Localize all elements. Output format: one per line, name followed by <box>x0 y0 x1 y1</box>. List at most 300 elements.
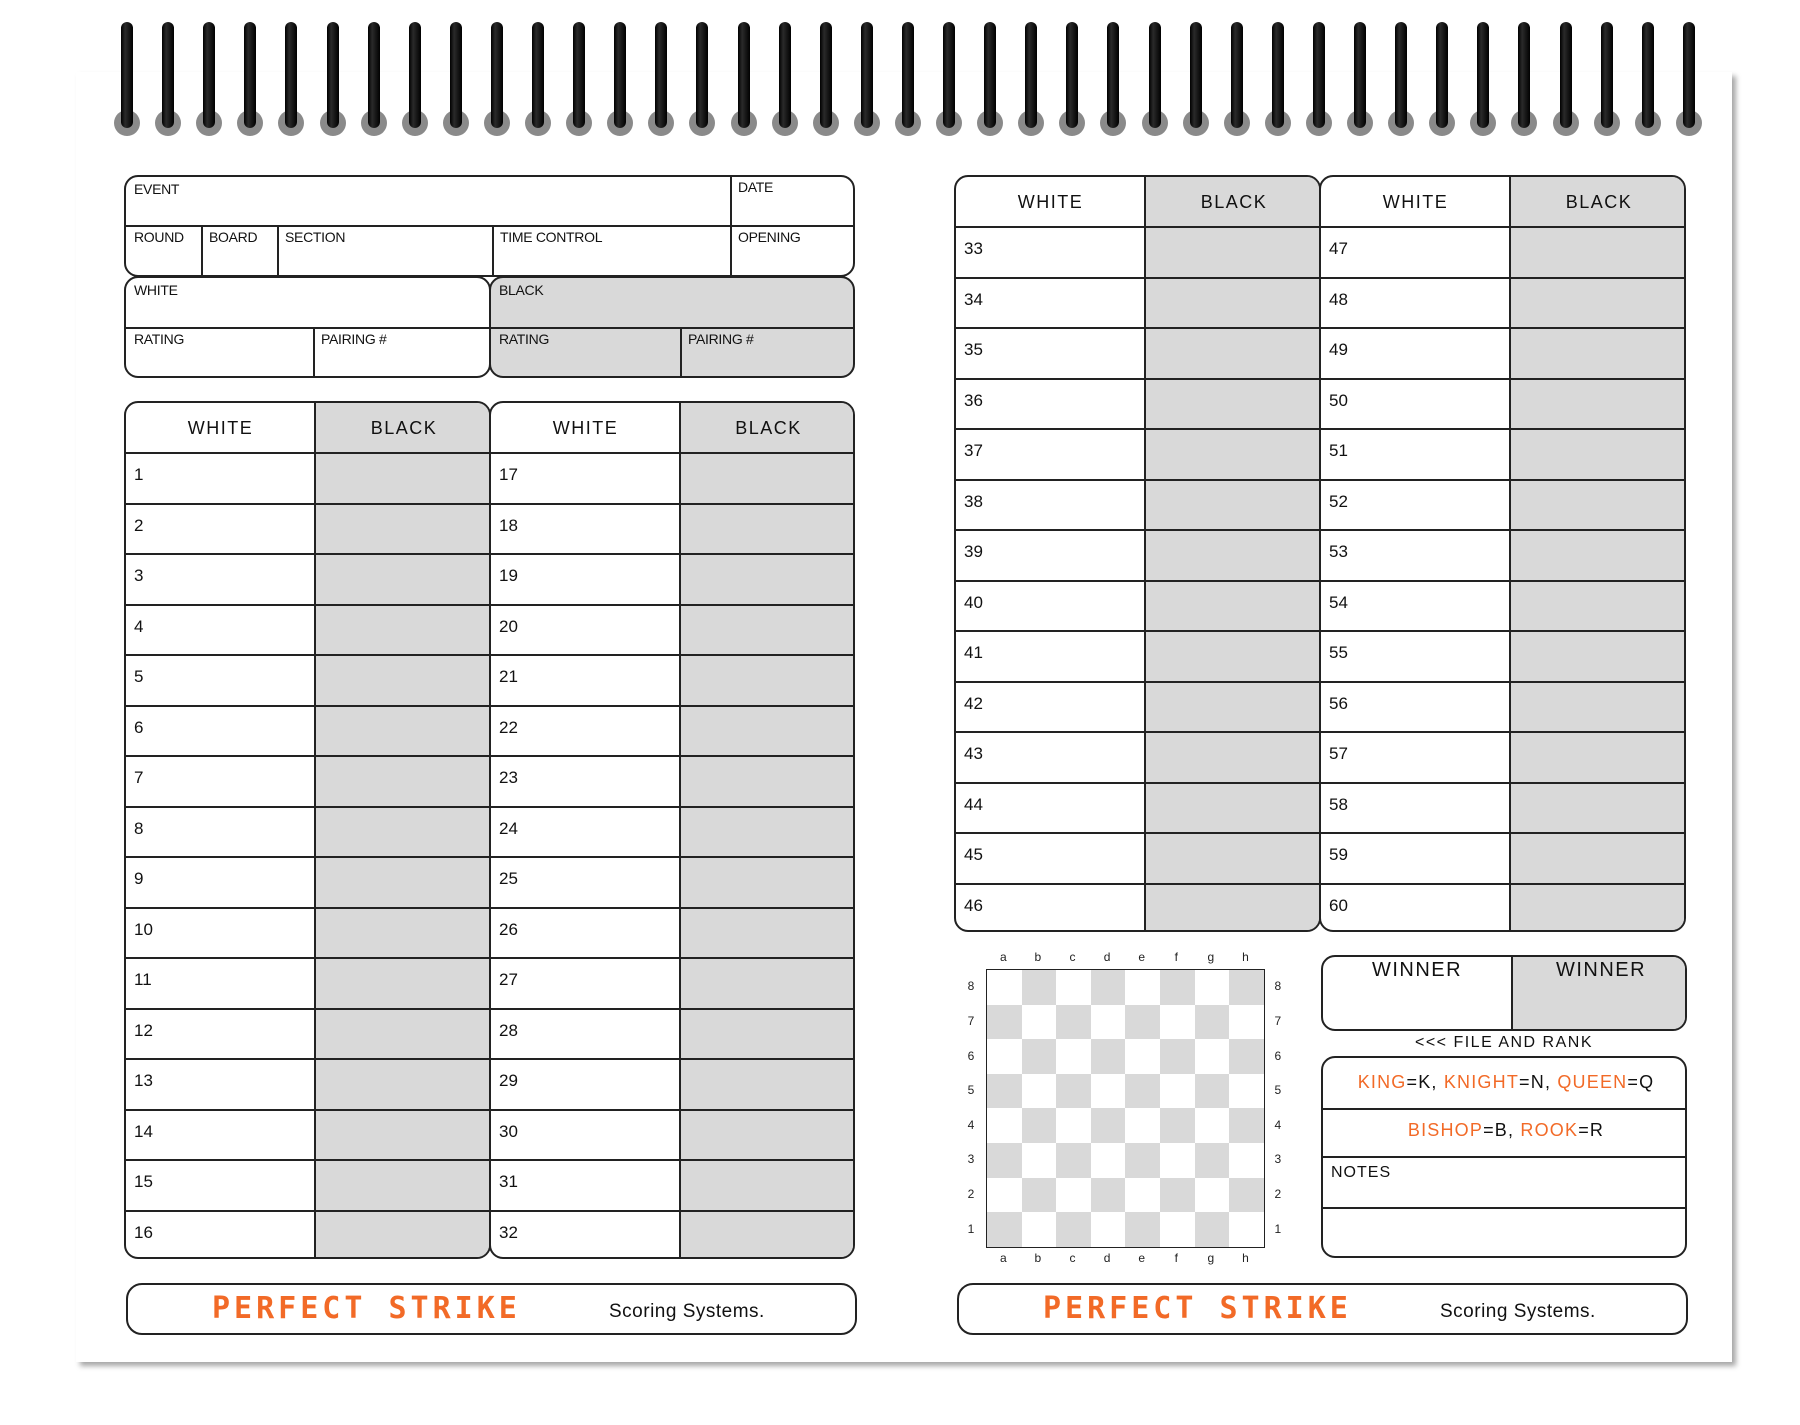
board-square <box>1022 1039 1057 1074</box>
board-square <box>1091 1212 1126 1247</box>
round-field[interactable]: ROUND <box>134 229 184 245</box>
board-square <box>1056 1039 1091 1074</box>
white-move-cell[interactable] <box>1361 682 1506 731</box>
white-move-cell[interactable] <box>531 1110 676 1159</box>
white-column-header: WHITE <box>187 418 254 438</box>
move-number: 43 <box>964 744 983 763</box>
board-square <box>1195 1212 1230 1247</box>
move-number: 5 <box>134 667 144 686</box>
queen-abbr: =Q <box>1627 1072 1655 1092</box>
black-move-cell[interactable] <box>317 1009 491 1058</box>
spiral-coil <box>368 22 384 132</box>
white-move-cell[interactable] <box>996 328 1141 377</box>
board-square <box>1091 1143 1126 1178</box>
move-number: 42 <box>964 693 983 713</box>
white-pairing-field[interactable]: PAIRING # <box>321 331 387 347</box>
board-square <box>1056 1178 1091 1213</box>
black-column-header: BLACK <box>735 418 802 438</box>
file-label: g <box>1207 950 1215 964</box>
file-label: c <box>1069 1250 1076 1265</box>
white-move-cell[interactable] <box>1361 227 1506 276</box>
black-move-cell[interactable] <box>1512 833 1686 882</box>
board-square <box>1229 1212 1264 1247</box>
white-name-field[interactable]: WHITE <box>134 282 178 298</box>
black-move-cell[interactable] <box>682 453 855 502</box>
black-move-cell[interactable] <box>317 1110 491 1159</box>
move-number: 27 <box>499 970 518 989</box>
brand-tagline: Scoring Systems. <box>1440 1301 1596 1322</box>
rank-label: 6 <box>967 1048 975 1063</box>
spiral-coil <box>902 22 918 132</box>
move-number: 18 <box>499 515 518 535</box>
board-square <box>1056 1212 1091 1247</box>
black-move-cell[interactable] <box>1147 530 1321 579</box>
white-move-cell[interactable] <box>166 857 311 906</box>
board-square <box>1160 1039 1195 1074</box>
rank-label: 3 <box>967 1152 975 1167</box>
white-move-cell[interactable] <box>1361 833 1506 882</box>
white-move-cell[interactable] <box>166 908 311 957</box>
white-move-cell[interactable] <box>531 453 676 502</box>
spiral-coil <box>738 22 754 132</box>
brand-tagline: Scoring Systems. <box>609 1301 765 1322</box>
black-pairing-field[interactable]: PAIRING # <box>688 331 754 347</box>
move-number: 26 <box>499 919 518 939</box>
white-move-cell[interactable] <box>996 581 1141 630</box>
white-move-cell[interactable] <box>1361 480 1506 529</box>
rank-label: 5 <box>967 1083 975 1098</box>
date-field[interactable]: DATE <box>738 179 774 195</box>
black-move-cell[interactable] <box>1147 732 1321 781</box>
black-move-cell[interactable] <box>1147 328 1321 377</box>
spiral-coil <box>820 22 836 132</box>
move-number: 3 <box>134 566 144 585</box>
white-move-cell[interactable] <box>1361 581 1506 630</box>
white-move-cell[interactable] <box>166 807 311 856</box>
black-move-cell[interactable] <box>317 1059 491 1108</box>
black-move-cell[interactable] <box>682 857 855 906</box>
move-number: 14 <box>134 1121 153 1141</box>
black-move-cell[interactable] <box>1512 783 1686 832</box>
spiral-coil <box>203 22 219 132</box>
spiral-coil <box>1272 22 1288 132</box>
white-move-cell[interactable] <box>166 1059 311 1108</box>
white-move-cell[interactable] <box>1361 429 1506 478</box>
white-move-cell[interactable] <box>531 1059 676 1108</box>
board-square <box>1195 1005 1230 1040</box>
board-square <box>987 1178 1022 1213</box>
board-square <box>1229 1108 1264 1143</box>
board-square <box>1160 1212 1195 1247</box>
rank-label: 1 <box>967 1221 975 1236</box>
white-move-cell[interactable] <box>166 1009 311 1058</box>
file-label: h <box>1242 950 1249 964</box>
knight-abbr: =N, <box>1519 1072 1552 1092</box>
board-square <box>987 1074 1022 1109</box>
white-move-cell[interactable] <box>1361 328 1506 377</box>
move-number: 53 <box>1329 542 1348 561</box>
white-move-cell[interactable] <box>166 1211 311 1260</box>
black-move-cell[interactable] <box>682 1211 855 1260</box>
move-number: 50 <box>1329 390 1348 410</box>
white-move-cell[interactable] <box>1361 783 1506 832</box>
move-number: 46 <box>964 895 983 915</box>
black-move-cell[interactable] <box>682 706 855 755</box>
black-move-cell[interactable] <box>317 453 491 502</box>
move-table-47-60 <box>1319 175 1686 932</box>
white-move-cell[interactable] <box>1361 530 1506 579</box>
white-move-cell[interactable] <box>531 1160 676 1209</box>
move-number: 57 <box>1329 744 1348 763</box>
rank-label: 5 <box>1274 1083 1282 1098</box>
black-move-cell[interactable] <box>1512 631 1686 680</box>
white-move-cell[interactable] <box>1361 631 1506 680</box>
board-square <box>1229 1005 1264 1040</box>
file-label: e <box>1138 950 1146 964</box>
file-label: b <box>1034 950 1042 964</box>
black-move-cell[interactable] <box>317 1211 491 1260</box>
move-number: 41 <box>964 643 983 662</box>
footer-right <box>957 1283 1688 1335</box>
board-square <box>1022 1074 1057 1109</box>
white-move-cell[interactable] <box>1361 379 1506 428</box>
white-move-cell[interactable] <box>996 429 1141 478</box>
board-square <box>987 1212 1022 1247</box>
spiral-coil <box>1436 22 1452 132</box>
black-move-cell[interactable] <box>317 958 491 1007</box>
black-move-cell[interactable] <box>682 1009 855 1058</box>
move-number: 7 <box>134 768 144 787</box>
black-move-cell[interactable] <box>1512 682 1686 731</box>
black-move-cell[interactable] <box>1147 682 1321 731</box>
black-move-cell[interactable] <box>682 958 855 1007</box>
winner-black-field[interactable]: WINNER <box>1555 959 1647 981</box>
white-move-cell[interactable] <box>166 1110 311 1159</box>
black-move-cell[interactable] <box>1147 631 1321 680</box>
black-move-cell[interactable] <box>1512 429 1686 478</box>
black-move-cell[interactable] <box>317 807 491 856</box>
white-move-cell[interactable] <box>166 1160 311 1209</box>
black-move-cell[interactable] <box>317 554 491 603</box>
black-move-cell[interactable] <box>682 655 855 704</box>
move-number: 1 <box>134 465 144 484</box>
black-move-cell[interactable] <box>1512 581 1686 630</box>
black-move-cell[interactable] <box>682 1059 855 1108</box>
white-move-cell[interactable] <box>531 504 676 553</box>
board-square <box>1160 1108 1195 1143</box>
board-square <box>987 1005 1022 1040</box>
black-move-cell[interactable] <box>682 756 855 805</box>
black-move-cell[interactable] <box>1147 783 1321 832</box>
board-square <box>1091 1005 1126 1040</box>
black-move-cell[interactable] <box>1147 429 1321 478</box>
white-move-cell[interactable] <box>531 605 676 654</box>
white-column-header: WHITE <box>1382 192 1449 212</box>
move-number: 56 <box>1329 693 1348 713</box>
black-move-cell[interactable] <box>682 1160 855 1209</box>
spiral-coil <box>409 22 425 132</box>
board-square <box>1091 1074 1126 1109</box>
white-move-cell[interactable] <box>996 884 1141 933</box>
event-info-box <box>124 175 855 277</box>
black-move-cell[interactable] <box>317 908 491 957</box>
move-number: 48 <box>1329 289 1348 309</box>
move-number: 36 <box>964 390 983 410</box>
white-move-cell[interactable] <box>531 655 676 704</box>
black-move-cell[interactable] <box>1512 227 1686 276</box>
white-move-cell[interactable] <box>996 530 1141 579</box>
spiral-coil <box>984 22 1000 132</box>
white-move-cell[interactable] <box>996 783 1141 832</box>
brand-logo: PERFECT STRIKE <box>1043 1291 1352 1326</box>
king-label: KING <box>1357 1072 1407 1092</box>
board-square <box>987 1143 1022 1178</box>
black-move-cell[interactable] <box>317 857 491 906</box>
black-move-cell[interactable] <box>1512 884 1686 933</box>
spiral-binding <box>0 22 1800 132</box>
file-label: f <box>1174 1250 1178 1265</box>
white-move-cell[interactable] <box>531 1211 676 1260</box>
white-move-cell[interactable] <box>166 756 311 805</box>
legend-notes-box <box>1321 1056 1687 1258</box>
white-move-cell[interactable] <box>166 605 311 654</box>
white-move-cell[interactable] <box>531 807 676 856</box>
move-number: 2 <box>134 515 144 535</box>
white-move-cell[interactable] <box>531 908 676 957</box>
file-label: e <box>1138 1250 1146 1265</box>
spiral-coil <box>779 22 795 132</box>
rank-label: 6 <box>1274 1048 1282 1063</box>
move-number: 31 <box>499 1172 518 1191</box>
black-move-cell[interactable] <box>1512 480 1686 529</box>
board-square <box>1160 1074 1195 1109</box>
rank-label: 8 <box>1274 979 1282 994</box>
black-move-cell[interactable] <box>682 504 855 553</box>
black-move-cell[interactable] <box>1512 328 1686 377</box>
rank-label: 3 <box>1274 1152 1282 1167</box>
black-move-cell[interactable] <box>317 1160 491 1209</box>
white-move-cell[interactable] <box>531 756 676 805</box>
spiral-coil <box>1025 22 1041 132</box>
black-move-cell[interactable] <box>1147 581 1321 630</box>
board-square <box>1091 970 1126 1005</box>
board-square <box>1056 1074 1091 1109</box>
white-move-cell[interactable] <box>996 278 1141 327</box>
black-rating-field[interactable]: RATING <box>499 331 550 347</box>
black-move-cell[interactable] <box>1147 884 1321 933</box>
spiral-coil <box>1190 22 1206 132</box>
spiral-coil <box>1642 22 1658 132</box>
board-square <box>1022 1212 1057 1247</box>
opening-field[interactable]: OPENING <box>738 229 801 245</box>
event-field[interactable]: EVENT <box>134 181 180 197</box>
black-player-box <box>489 276 855 378</box>
black-move-cell[interactable] <box>317 756 491 805</box>
white-move-cell[interactable] <box>531 1009 676 1058</box>
board-square <box>1022 1143 1057 1178</box>
file-label: a <box>999 1250 1007 1265</box>
board-square <box>1125 1074 1160 1109</box>
footer-left <box>126 1283 857 1335</box>
move-number: 9 <box>134 869 144 888</box>
board-square <box>1195 1143 1230 1178</box>
board-square <box>1160 1178 1195 1213</box>
white-move-cell[interactable] <box>166 453 311 502</box>
notes-field[interactable]: NOTES <box>1331 1164 1392 1181</box>
black-move-cell[interactable] <box>317 605 491 654</box>
black-move-cell[interactable] <box>682 908 855 957</box>
rank-label: 4 <box>967 1117 975 1132</box>
spiral-coil <box>861 22 877 132</box>
board-square <box>987 970 1022 1005</box>
white-move-cell[interactable] <box>996 682 1141 731</box>
white-move-cell[interactable] <box>166 655 311 704</box>
black-move-cell[interactable] <box>682 605 855 654</box>
board-square <box>1022 1108 1057 1143</box>
spiral-coil <box>121 22 137 132</box>
spiral-coil <box>491 22 507 132</box>
white-move-cell[interactable] <box>996 732 1141 781</box>
white-move-cell[interactable] <box>1361 278 1506 327</box>
board-field[interactable]: BOARD <box>209 229 258 245</box>
white-move-cell[interactable] <box>531 958 676 1007</box>
spiral-coil <box>532 22 548 132</box>
spiral-coil <box>1149 22 1165 132</box>
move-number: 28 <box>499 1020 518 1040</box>
white-move-cell[interactable] <box>996 833 1141 882</box>
move-number: 21 <box>499 667 518 686</box>
black-move-cell[interactable] <box>1512 732 1686 781</box>
move-number: 60 <box>1329 895 1348 915</box>
board-square <box>987 1039 1022 1074</box>
rank-label: 8 <box>967 979 975 994</box>
black-move-cell[interactable] <box>1512 278 1686 327</box>
board-square <box>1160 1005 1195 1040</box>
board-square <box>1229 970 1264 1005</box>
piece-legend-line-2 <box>1323 1120 1687 1141</box>
white-move-cell[interactable] <box>1361 884 1506 933</box>
move-number: 24 <box>499 818 518 838</box>
move-number: 55 <box>1329 643 1348 662</box>
piece-legend-line-1 <box>1323 1072 1687 1093</box>
move-number: 20 <box>499 616 518 636</box>
black-column-header: BLACK <box>370 418 438 438</box>
move-table-17-32 <box>489 401 855 1259</box>
move-number: 34 <box>964 289 983 309</box>
knight-label: KNIGHT <box>1443 1072 1520 1092</box>
black-move-cell[interactable] <box>317 706 491 755</box>
white-move-cell[interactable] <box>996 631 1141 680</box>
move-number: 8 <box>134 818 144 838</box>
black-move-cell[interactable] <box>1147 480 1321 529</box>
spiral-coil <box>285 22 301 132</box>
board-square <box>987 1108 1022 1143</box>
white-column-header: WHITE <box>552 418 619 438</box>
board-square <box>1229 1143 1264 1178</box>
white-move-cell[interactable] <box>531 706 676 755</box>
file-label: d <box>1103 1250 1111 1265</box>
king-abbr: =K, <box>1406 1072 1438 1092</box>
section-field[interactable]: SECTION <box>285 229 346 245</box>
black-move-cell[interactable] <box>1147 227 1321 276</box>
white-move-cell[interactable] <box>1361 732 1506 781</box>
board-square <box>1125 1108 1160 1143</box>
black-move-cell[interactable] <box>1147 833 1321 882</box>
black-move-cell[interactable] <box>682 554 855 603</box>
black-move-cell[interactable] <box>682 807 855 856</box>
winner-white-field[interactable]: WINNER <box>1371 959 1463 981</box>
white-player-box <box>124 276 491 378</box>
rank-label: 2 <box>967 1186 975 1201</box>
move-number: 44 <box>964 794 983 814</box>
black-move-cell[interactable] <box>682 1110 855 1159</box>
rank-label: 7 <box>1274 1013 1282 1028</box>
file-label: f <box>1174 950 1178 964</box>
board-square <box>1195 1108 1230 1143</box>
black-move-cell[interactable] <box>1512 379 1686 428</box>
rook-abbr: =R <box>1578 1120 1605 1140</box>
white-move-cell[interactable] <box>996 379 1141 428</box>
winner-box <box>1321 955 1687 1031</box>
board-square <box>1125 1143 1160 1178</box>
white-move-cell[interactable] <box>531 857 676 906</box>
move-number: 59 <box>1329 845 1348 864</box>
spiral-coil <box>573 22 589 132</box>
black-move-cell[interactable] <box>1147 379 1321 428</box>
black-move-cell[interactable] <box>317 655 491 704</box>
rank-label: 2 <box>1274 1186 1282 1201</box>
move-number: 47 <box>1329 239 1348 258</box>
move-number: 19 <box>499 566 518 585</box>
black-move-cell[interactable] <box>317 504 491 553</box>
spiral-coil <box>1683 22 1699 132</box>
black-name-field[interactable]: BLACK <box>499 282 544 298</box>
white-move-cell[interactable] <box>166 504 311 553</box>
move-number: 17 <box>499 465 518 484</box>
bishop-label: BISHOP <box>1407 1120 1484 1140</box>
board-square <box>1229 1039 1264 1074</box>
black-move-cell[interactable] <box>1512 530 1686 579</box>
move-number: 23 <box>499 768 518 787</box>
white-move-cell[interactable] <box>996 227 1141 276</box>
file-label: b <box>1034 1250 1042 1265</box>
black-move-cell[interactable] <box>1147 278 1321 327</box>
board-square <box>1091 1108 1126 1143</box>
white-move-cell[interactable] <box>531 554 676 603</box>
board-square <box>1125 1039 1160 1074</box>
spiral-coil <box>1066 22 1082 132</box>
white-rating-field[interactable]: RATING <box>134 331 185 347</box>
move-number: 52 <box>1329 491 1348 511</box>
board-square <box>1125 1178 1160 1213</box>
spiral-coil <box>327 22 343 132</box>
board-square <box>1022 1178 1057 1213</box>
move-number: 45 <box>964 845 983 864</box>
white-move-cell[interactable] <box>166 706 311 755</box>
move-number: 35 <box>964 340 983 359</box>
board-square <box>1195 1074 1230 1109</box>
move-number: 10 <box>134 919 153 939</box>
time-control-field[interactable]: TIME CONTROL <box>500 229 603 245</box>
board-square <box>1056 970 1091 1005</box>
white-column-header: WHITE <box>1017 192 1084 212</box>
spiral-coil <box>1231 22 1247 132</box>
move-number: 49 <box>1329 340 1348 359</box>
white-move-cell[interactable] <box>166 958 311 1007</box>
white-move-cell[interactable] <box>166 554 311 603</box>
move-number: 40 <box>964 592 983 612</box>
white-move-cell[interactable] <box>996 480 1141 529</box>
